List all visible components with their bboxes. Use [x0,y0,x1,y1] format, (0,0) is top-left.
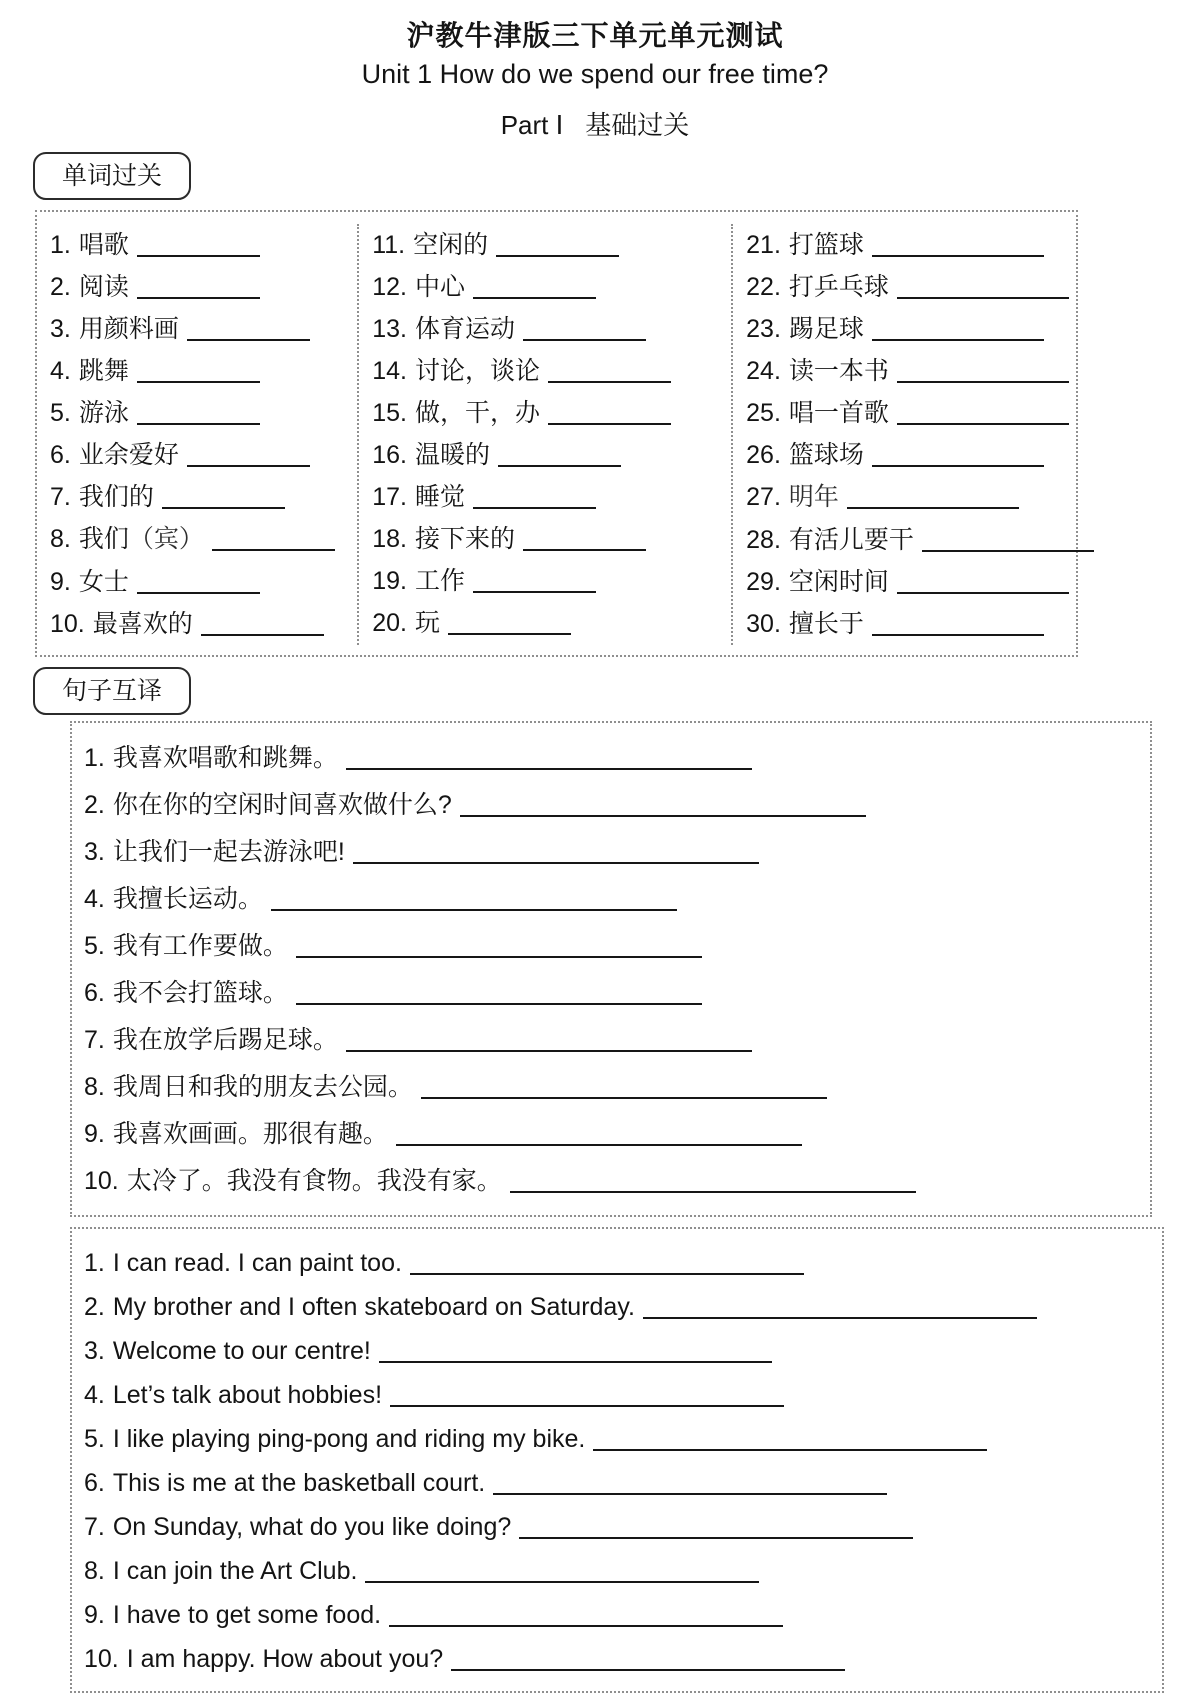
item-blank [897,399,1069,425]
item-label-serif: 明年 [788,484,839,511]
item-label: 唱歌 [78,231,129,259]
page-title: 沪教牛津版三下单元单元测试 [406,20,784,51]
word-item [733,392,1076,434]
word-column-3 [731,224,1076,645]
word-item [359,392,731,434]
item-number: 24. [746,357,781,385]
item-number: 12. [372,273,407,301]
item-label-serif: （宾） [128,526,204,553]
item-number: 29. [746,568,781,596]
item-blank [523,315,646,341]
item-blank [379,1337,773,1363]
item-blank [137,357,260,383]
item-label: I am happy. How about you? [126,1645,444,1673]
item-number: 4. [84,885,105,913]
item-number: 7. [84,1513,105,1541]
word-column-2 [357,224,731,645]
item-number: 22. [746,273,781,301]
item-number: 10. [84,1167,119,1195]
item-blank [872,231,1044,257]
item-number: 26. [746,441,781,469]
item-blank [643,1293,1037,1319]
word-item [37,518,357,561]
item-label: 玩 [415,609,441,637]
word-item [359,476,731,518]
item-blank [137,568,260,594]
item-number: 1. [84,744,105,772]
cn-sentence-item [84,923,1142,970]
item-label: 跳舞 [78,357,129,385]
item-blank [593,1425,987,1451]
en-sentence-item [84,1461,1154,1505]
item-blank [187,315,310,341]
item-number: 9. [84,1601,105,1629]
word-item [37,224,357,266]
item-label: 唱一首歌 [788,399,889,427]
item-blank [473,273,596,299]
part-title [0,105,1190,142]
item-number: 5. [84,1425,105,1453]
item-label: 让我们一起去游泳吧! [112,838,345,866]
item-blank [498,441,621,467]
item-blank [872,441,1044,467]
item-blank [872,610,1044,636]
cn-sentences-panel [70,721,1152,1217]
item-number: 1. [84,1249,105,1277]
item-blank [137,399,260,425]
item-blank [451,1645,845,1671]
item-label: 我周日和我的朋友去公园。 [112,1073,413,1101]
item-number: 9. [84,1120,105,1148]
item-number: 5. [50,399,71,427]
item-number: 16. [372,441,407,469]
part-name: 基础过关 [585,110,690,140]
item-blank [410,1249,804,1275]
item-label: 接下来的 [415,525,516,553]
word-item [359,518,731,560]
item-blank [493,1469,887,1495]
item-number: 25. [746,399,781,427]
word-item [37,603,357,645]
item-blank [473,483,596,509]
item-blank [548,399,671,425]
item-label: 工作 [415,567,466,595]
item-label: 我有工作要做。 [112,932,288,960]
word-item [733,350,1076,392]
item-label: I can join the Art Club. [112,1557,358,1585]
en-sentence-item [84,1549,1154,1593]
item-label: 我在放学后踢足球。 [112,1026,338,1054]
cn-sentence-item [84,782,1142,829]
item-blank [396,1120,802,1146]
item-number: 6. [84,1469,105,1497]
item-number: 19. [372,567,407,595]
word-item [359,266,731,308]
document-header [0,0,1190,142]
item-label: 打乒乓球 [788,273,889,301]
cn-sentence-item [84,735,1142,782]
item-blank [872,315,1044,341]
item-label: 篮球场 [788,441,864,469]
item-label: I like playing ping-pong and riding my bike. [112,1425,586,1453]
item-blank [365,1557,759,1583]
word-item [733,266,1076,308]
item-blank [137,231,260,257]
item-number: 3. [50,315,71,343]
sentences-section-label: 句子互译 [33,667,191,715]
word-item [733,561,1076,603]
item-number: 3. [84,838,105,866]
item-number: 7. [50,483,71,511]
item-number: 4. [84,1381,105,1409]
word-item [733,224,1076,266]
item-blank [421,1073,827,1099]
item-label: 我不会打篮球。 [112,979,288,1007]
cn-sentence-item [84,829,1142,876]
word-item [733,476,1076,519]
item-number: 7. [84,1026,105,1054]
en-sentence-item [84,1593,1154,1637]
word-item [733,434,1076,476]
cn-sentence-item [84,1064,1142,1111]
item-label: 睡觉 [415,483,466,511]
item-number: 6. [84,979,105,1007]
item-number: 3. [84,1337,105,1365]
item-label: 踢足球 [788,315,864,343]
word-item [733,308,1076,350]
item-blank [162,483,285,509]
item-number: 18. [372,525,407,553]
item-label: My brother and I often skateboard on Saturday. [112,1293,635,1321]
en-sentence-item [84,1505,1154,1549]
item-number: 27. [746,483,781,511]
cn-sentence-item [84,1111,1142,1158]
item-label: Let’s talk about hobbies! [112,1381,383,1409]
unit-title: Unit 1 How do we spend our free time? [361,59,829,89]
item-label: 我擅长运动。 [112,885,263,913]
item-blank [353,838,759,864]
item-blank [519,1513,913,1539]
word-item [359,602,731,644]
cn-sentence-item [84,876,1142,923]
item-blank [296,932,702,958]
item-blank [523,525,646,551]
item-number: 2. [84,1293,105,1321]
word-check-panel [35,210,1078,657]
item-label: 太冷了。我没有食物。我没有家。 [126,1167,502,1195]
item-blank [897,568,1069,594]
en-sentences-panel [70,1227,1164,1693]
words-section-label: 单词过关 [33,152,191,200]
word-column-1 [37,224,357,645]
item-label: 体育运动 [415,315,516,343]
item-number: 8. [50,525,71,553]
word-item [37,266,357,308]
item-number: 1. [50,231,71,259]
item-label: Welcome to our centre! [112,1337,371,1365]
word-item [37,392,357,434]
item-number: 2. [50,273,71,301]
item-number: 15. [372,399,407,427]
item-blank [389,1601,783,1627]
item-label: 空闲的 [413,231,489,259]
item-blank [346,744,752,770]
item-blank [296,979,702,1005]
word-item [359,308,731,350]
item-blank [187,441,310,467]
word-item [359,224,731,266]
item-label: 做，干，办 [415,399,541,427]
item-blank [510,1167,916,1193]
en-sentence-item [84,1417,1154,1461]
word-item [37,350,357,392]
en-sentence-item [84,1285,1154,1329]
item-number: 21. [746,231,781,259]
item-label: 我们的 [78,483,154,511]
word-item [37,308,357,350]
en-sentence-item [84,1329,1154,1373]
item-number: 14. [372,357,407,385]
word-item [733,519,1076,561]
item-label: 打篮球 [788,231,864,259]
item-label: 读一本书 [788,357,889,385]
item-blank [922,526,1094,552]
cn-sentence-item [84,1158,1142,1205]
en-sentence-item [84,1241,1154,1285]
item-blank [548,357,671,383]
item-blank [897,357,1069,383]
item-number: 8. [84,1557,105,1585]
item-number: 23. [746,315,781,343]
item-number: 4. [50,357,71,385]
item-number: 17. [372,483,407,511]
word-item [359,560,731,602]
item-label: 业余爱好 [78,441,179,469]
item-blank [212,525,335,551]
item-blank [460,791,866,817]
item-label: 女士 [78,568,129,596]
item-blank [473,567,596,593]
item-label: 游泳 [78,399,129,427]
item-label: 有活儿要干 [788,526,914,554]
item-number: 10. [50,610,85,638]
item-label: 讨论，谈论 [415,357,541,385]
item-number: 28. [746,526,781,554]
cn-sentence-item [84,1017,1142,1064]
item-blank [201,610,324,636]
item-number: 9. [50,568,71,596]
word-item [359,434,731,476]
item-label: I can read. I can paint too. [112,1249,402,1277]
item-label: 我们 [78,525,129,553]
item-blank [448,609,571,635]
word-item [37,434,357,476]
item-label: 我喜欢唱歌和跳舞。 [112,744,338,772]
item-blank [271,885,677,911]
item-label: 最喜欢的 [92,610,193,638]
item-blank [897,273,1069,299]
item-label: This is me at the basketball court. [112,1469,486,1497]
word-item [733,603,1076,645]
word-item [359,350,731,392]
item-label: I have to get some food. [112,1601,382,1629]
en-sentence-item [84,1373,1154,1417]
item-label: 擅长于 [788,610,864,638]
item-number: 2. [84,791,105,819]
item-number: 30. [746,610,781,638]
en-sentence-item [84,1637,1154,1681]
part-label: Part Ⅰ [500,110,564,140]
item-blank [346,1026,752,1052]
word-item [37,476,357,518]
item-blank [137,273,260,299]
item-blank [496,231,619,257]
item-label: 阅读 [78,273,129,301]
item-label: 空闲时间 [788,568,889,596]
item-number: 20. [372,609,407,637]
item-number: 10. [84,1645,119,1673]
item-blank [847,483,1019,509]
item-blank [390,1381,784,1407]
item-label: 温暖的 [415,441,491,469]
item-label: 我喜欢画画。那很有趣。 [112,1120,388,1148]
item-number: 8. [84,1073,105,1101]
cn-sentence-item [84,970,1142,1017]
item-number: 6. [50,441,71,469]
item-label: 中心 [415,273,466,301]
item-label: 用颜料画 [78,315,179,343]
item-label: 你在你的空闲时间喜欢做什么? [112,791,452,819]
item-number: 11. [372,231,406,259]
item-label: On Sunday, what do you like doing? [112,1513,512,1541]
word-item [37,561,357,603]
item-number: 5. [84,932,105,960]
item-number: 13. [372,315,407,343]
